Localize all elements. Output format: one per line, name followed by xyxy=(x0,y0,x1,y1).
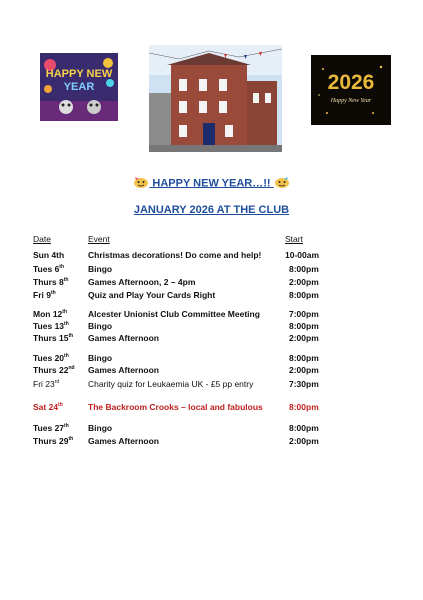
event-date: Tues 13th xyxy=(33,321,69,331)
event-start: 8:00pm xyxy=(289,290,319,300)
event-date: Thurs 29th xyxy=(33,436,74,446)
event-row xyxy=(0,436,423,448)
event-name: Bingo xyxy=(88,353,113,363)
event-start: 2:00pm xyxy=(289,333,319,343)
event-row xyxy=(0,264,423,276)
left-image-text: HAPPY NEW xyxy=(45,68,113,80)
event-start: 10-00am xyxy=(285,250,320,260)
event-row xyxy=(0,379,423,391)
event-row xyxy=(0,333,423,345)
event-name: Bingo xyxy=(88,264,113,274)
event-date: Fri 9th xyxy=(33,290,56,300)
event-start: 8:00pm xyxy=(289,402,319,412)
club-building-photo xyxy=(149,45,282,152)
event-date: Thurs 8th xyxy=(33,277,69,287)
event-row xyxy=(0,423,423,435)
event-start: 8:00pm xyxy=(289,353,319,363)
event-start: 2:00pm xyxy=(289,365,319,375)
event-name: Bingo xyxy=(88,423,113,433)
right-image-sub: Happy New Year xyxy=(330,98,372,104)
event-start: 8:00pm xyxy=(289,264,319,274)
party-emoji-icon xyxy=(274,176,290,191)
event-name: Games Afternoon xyxy=(88,365,160,375)
event-row xyxy=(0,290,423,302)
event-name: Bingo xyxy=(88,321,113,331)
event-row xyxy=(0,250,423,262)
event-date: Tues 20th xyxy=(33,353,69,363)
event-date: Sat 24th xyxy=(33,402,63,412)
event-name: Games Afternoon xyxy=(88,436,160,446)
event-column-header: Event xyxy=(88,234,110,244)
right-image-year: 2026 xyxy=(327,71,375,94)
event-name: The Backroom Crooks – local and fabulous xyxy=(88,402,263,412)
event-date: Tues 6th xyxy=(33,264,65,274)
event-start: 2:00pm xyxy=(289,277,319,287)
party-emoji-icon xyxy=(133,176,149,191)
event-row xyxy=(0,353,423,365)
event-row xyxy=(0,321,423,333)
event-row-highlight xyxy=(0,402,423,414)
event-row xyxy=(0,309,423,321)
event-date: Fri 23rd xyxy=(33,379,60,389)
svg-text:YEAR: YEAR xyxy=(63,81,95,93)
event-date: Sun 4th xyxy=(33,250,65,260)
event-row xyxy=(0,277,423,289)
event-name: Alcester Unionist Club Committee Meeting xyxy=(88,309,260,319)
new-year-2026-image xyxy=(311,55,391,125)
event-start: 2:00pm xyxy=(289,436,319,446)
event-start: 7:00pm xyxy=(289,309,319,319)
date-column-header: Date xyxy=(33,234,51,244)
event-row xyxy=(0,365,423,377)
event-name: Christmas decorations! Do come and help! xyxy=(88,250,262,260)
new-year-cartoon-image xyxy=(40,53,118,121)
event-date: Thurs 15th xyxy=(33,333,74,343)
event-start: 7:30pm xyxy=(289,379,319,389)
happy-new-year-heading: HAPPY NEW YEAR…!! xyxy=(0,176,423,191)
start-column-header: Start xyxy=(285,234,303,244)
event-name: Quiz and Play Your Cards Right xyxy=(88,290,216,300)
event-name: Charity quiz for Leukaemia UK - £5 pp entry xyxy=(88,379,254,389)
event-date: Thurs 22nd xyxy=(33,365,75,375)
event-start: 8:00pm xyxy=(289,423,319,433)
january-2026-heading: JANUARY 2026 AT THE CLUB xyxy=(133,204,290,216)
event-name: Games Afternoon, 2 – 4pm xyxy=(88,277,196,287)
event-date: Mon 12th xyxy=(33,309,68,319)
event-name: Games Afternoon xyxy=(88,333,160,343)
event-start: 8:00pm xyxy=(289,321,319,331)
event-date: Tues 27th xyxy=(33,423,69,433)
